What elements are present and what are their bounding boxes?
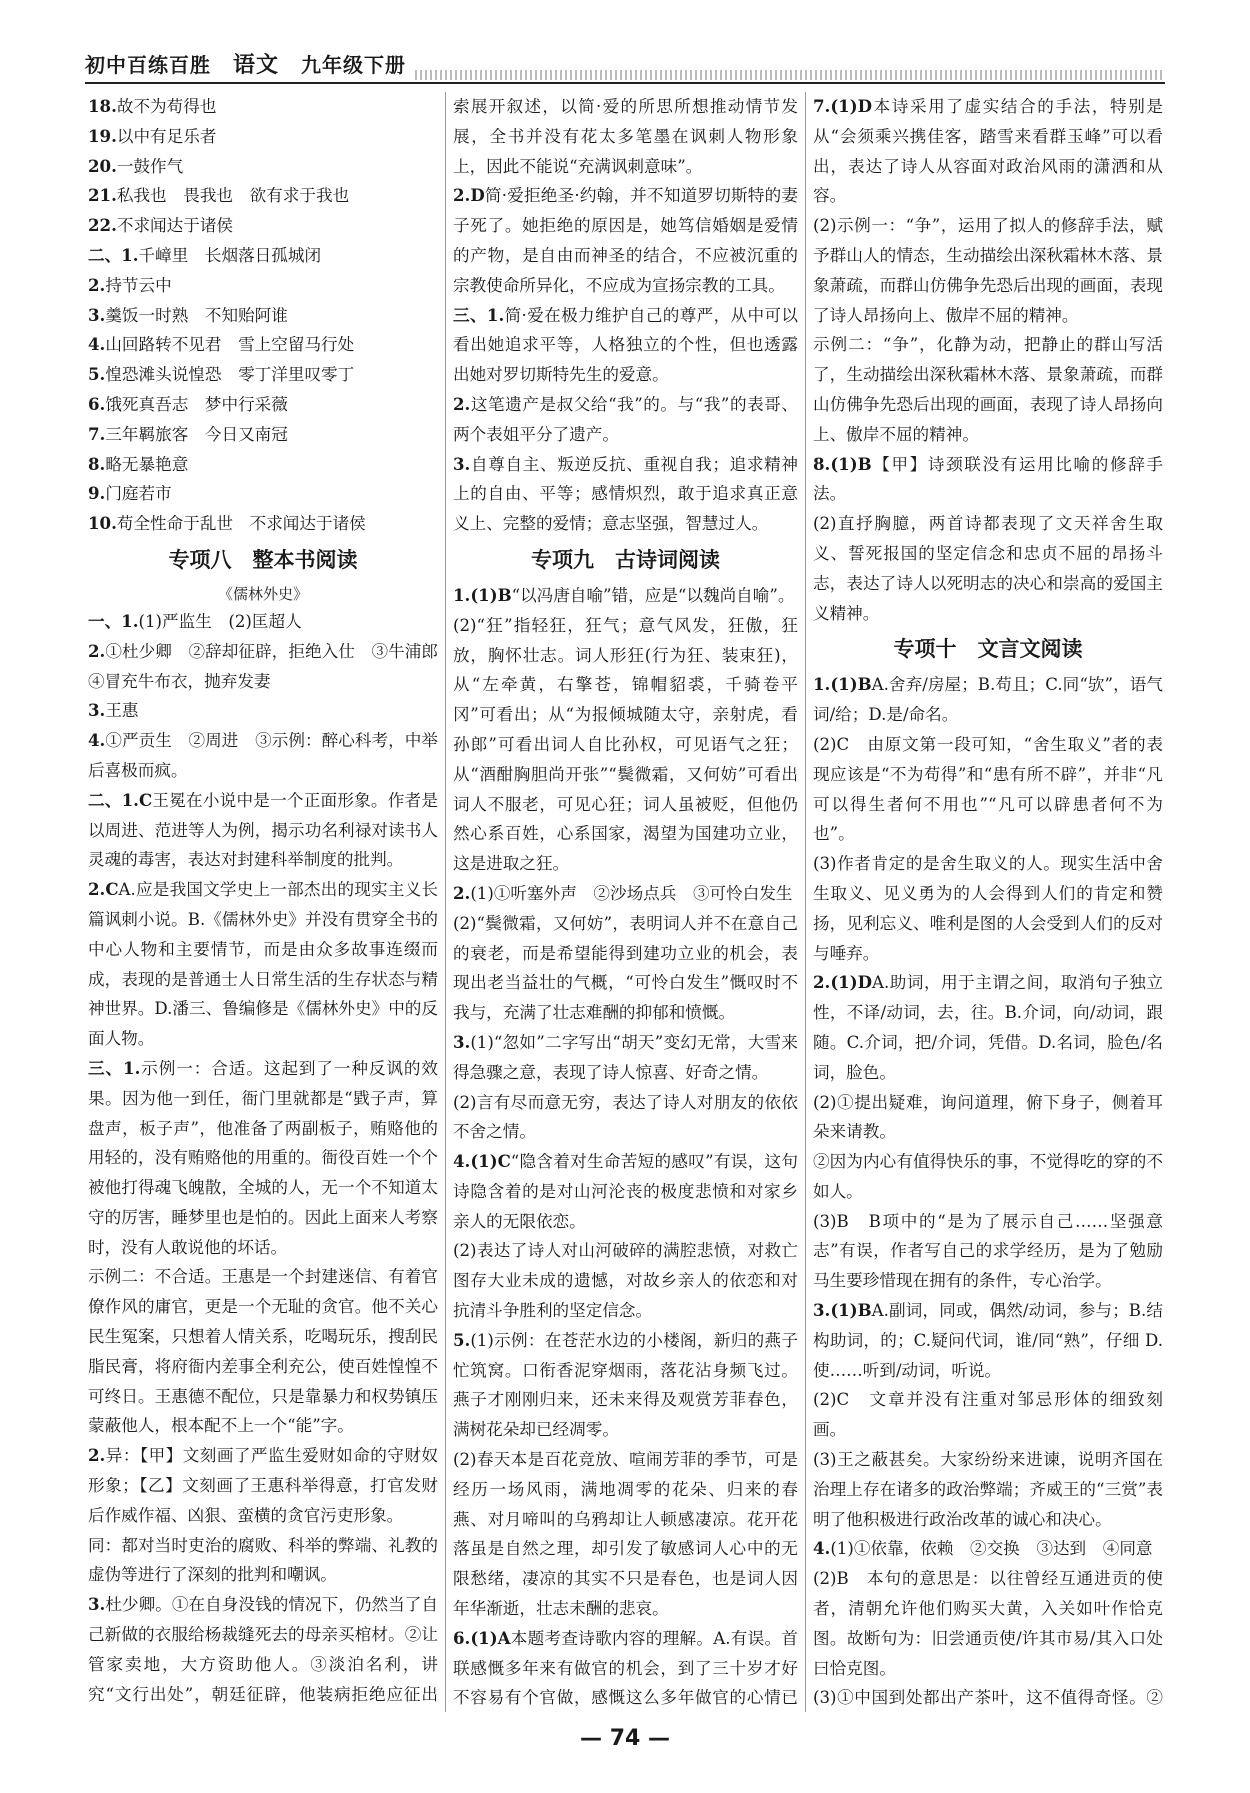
section-title: 专项十 文言文阅读 (893, 637, 1083, 662)
answer-item (453, 1028, 798, 1088)
answer-item (88, 360, 438, 390)
answer-item (813, 1445, 1163, 1534)
item-text: 本题考查诗歌内容的理解。A.有误。首联感慨多年来有做官的机会，到了三十岁才好不容易有个官做，感慨这么多年做官的心情已 (453, 1628, 798, 1708)
item-number: 二、1. (88, 244, 139, 265)
item-text: (2)春天本是百花竞放、喧闹芳菲的季节，可是经历一场风雨，满地凋零的花朵、归来的春燕、对月啼叫的乌鸦却让人顿感凄凉。花开花落虽是自然之理，却引发了敏感词人心中的无限愁绪，凄凉的其实不只是春色，也是词人因年华渐逝，壮志未酬的悲哀。 (453, 1450, 798, 1619)
answer-item (88, 211, 438, 241)
item-number: 4. (88, 334, 106, 355)
answer-item (813, 1683, 1163, 1712)
item-number: 8.(1)B (813, 453, 872, 474)
item-number: 9. (88, 483, 106, 504)
item-number: 2. (453, 393, 471, 414)
answer-item (88, 241, 438, 271)
answer-item (88, 301, 438, 331)
answer-item (88, 696, 438, 726)
answer-item (813, 1564, 1163, 1683)
column-divider (445, 92, 446, 1712)
item-text: “以冯唐自喻”错，应是“以魏尚自喻”。 (511, 585, 795, 605)
item-text: 【甲】诗颈联没有运用比喻的修辞手法。 (813, 454, 1163, 504)
item-number: 19. (88, 125, 117, 146)
item-text: 苟全性命于乱世 不求闻达于诸侯 (116, 514, 366, 534)
item-number: 5. (453, 1329, 471, 1350)
item-text: (2)①提出疑难，询问道理，俯下身子，侧着耳朵来请教。 (813, 1092, 1163, 1142)
item-text: A.副词，同或，偶然/动词，参与；B.结构助词，的；C.疑问代词，谁/同“熟”，仔细 D.使……听到/动词，听说。 (813, 1301, 1163, 1380)
item-number: 2. (88, 640, 106, 661)
item-text: 惶恐滩头说惶恐 零丁洋里叹零丁 (105, 365, 355, 385)
item-number: 5. (88, 364, 106, 385)
item-number: 二、1.C (88, 789, 153, 810)
answer-item (813, 849, 1163, 968)
answer-item (453, 1326, 798, 1445)
answer-item (453, 1088, 798, 1148)
item-text: 饿死真吾志 梦中行采薇 (105, 394, 288, 414)
answer-item (453, 390, 798, 450)
item-text: (2)言有尽而意无穷，表达了诗人对朋友的依依不舍之情。 (453, 1092, 798, 1142)
column-1 (88, 92, 438, 1712)
answer-item (453, 1624, 798, 1712)
answer-item (88, 509, 438, 539)
answer-item (453, 581, 798, 611)
item-number: 3.(1)B (813, 1300, 872, 1321)
item-text: (3)王之蔽甚矣。大家纷纷来进谏，说明齐国在治理上存在诸多的政治弊端；齐威王的“三赏”表明了他积极进行政治改革的诚心和决心。 (813, 1450, 1163, 1529)
item-text: (2)直抒胸臆，两首诗都表现了文天祥舍生取义、誓死报国的坚定信念和忠贞不屈的昂扬斗志，表达了诗人以死明志的决心和崇高的爱国主义精神。 (813, 514, 1163, 623)
item-text: 故不为苟得也 (116, 97, 217, 116)
item-number: 20. (88, 155, 117, 176)
item-text: 山回路转不见君 雪上空留马行处 (105, 335, 355, 355)
item-text: 同：都对当时吏治的腐败、科举的弊端、礼教的虚伪等进行了深刻的批判和嘲讽。 (88, 1535, 438, 1585)
item-number: 4. (813, 1538, 831, 1559)
answer-item (88, 1590, 438, 1712)
answer-item (88, 1441, 438, 1530)
item-text: (3)B B项中的“是为了展示自己……坚强意志”有误，作者写自己的求学经历，是为了勉励马生要珍惜现在拥有的条件，专心治学。 (813, 1211, 1163, 1291)
item-number: 2. (88, 274, 106, 295)
answer-item (88, 875, 438, 1054)
item-text: “隐含着对生命苦短的感叹”有误，这句诗隐含着的是对山河沦丧的极度悲愤和对家乡亲人的无限依恋。 (453, 1152, 798, 1231)
item-number: 3. (88, 700, 106, 721)
item-text: (1)①依靠，依赖 ②交换 ③达到 ④同意 (830, 1539, 1153, 1559)
item-text: (2)C 由原文第一段可知，“舍生取义”者的表现应该是“不为苟得”和“患有所不辟”，并非“凡可以得生者何不用也”“凡可以辟患者何不为也”。 (813, 734, 1163, 844)
item-text: (3)①中国到处都出产茶叶，这不值得奇怪。② (813, 1688, 1163, 1708)
item-text: 一鼓作气 (116, 156, 184, 176)
item-number: 4.(1)C (453, 1151, 511, 1172)
answer-item (453, 1236, 798, 1325)
item-number: 三、1. (88, 1057, 141, 1078)
item-text: 以中有足乐者 (116, 126, 217, 146)
answer-item (88, 726, 438, 786)
answer-item (453, 92, 798, 181)
item-text: 不求闻达于诸侯 (116, 216, 234, 236)
answer-item (88, 122, 438, 152)
item-number: 一、1. (88, 610, 139, 631)
item-number: 7. (88, 423, 106, 444)
item-text: (2)C 文章并没有注重对邹忌形体的细致刻画。 (813, 1390, 1163, 1440)
item-number: 2. (88, 1445, 106, 1466)
item-number: 1.(1)B (813, 674, 872, 695)
item-text: ②因为内心有值得快乐的事，不觉得吃的穿的不如人。 (813, 1152, 1163, 1201)
item-text: 这笔遗产是叔父给“我”的。与“我”的表哥、两个表姐平分了遗产。 (453, 394, 798, 444)
answer-item (88, 152, 438, 182)
item-number: 1.(1)B (453, 584, 512, 605)
item-text: 三年羁旅客 今日又南冠 (105, 424, 288, 444)
answer-item (453, 611, 798, 879)
answer-item (813, 730, 1163, 849)
answer-item (813, 211, 1163, 330)
item-text: (1)严监生 (2)匡超人 (138, 611, 302, 631)
answer-item (813, 1207, 1163, 1296)
item-text: (1)“忽如”二字写出“胡天”变幻无常，大雪来得急骤之意，表现了诗人惊喜、好奇之情。 (453, 1032, 798, 1082)
answer-item (813, 450, 1163, 510)
item-text: 异：【甲】文刻画了严监生爱财如命的守财奴形象；【乙】文刻画了王惠科举得意，打官发财后作威作福、凶狠、蛮横的贪官污吏形象。 (88, 1446, 438, 1525)
item-text: 简·爱拒绝圣·约翰，并不知道罗切斯特的妻子死了。她拒绝的原因是，她笃信婚姻是爱情的产物，是自由而神圣的结合，不应被沉重的宗教使命所异化，不应成为宣扬宗教的工具。 (453, 186, 798, 295)
item-text: 示例一：合适。这起到了一种反讽的效果。因为他一到任，衙门里就都是“戥子声，算盘声，板子声”，他准备了两副板子，贿赂他的用轻的，没有贿赂他的用重的。衙役百姓一个个被他打得魂飞魄散，全城的人，无一个不知道太守的厉害，睡梦里也是怕的。因此上面来人考察时，没有人敢说他的坏话。 (88, 1058, 438, 1257)
item-number: 2. (453, 882, 471, 903)
item-text: (2)“狂”指轻狂，狂气；意气风发，狂傲，狂放，胸怀壮志。词人形狂(行为狂、装束狂)，从“左牵黄，右擎苍，锦帽貂裘，千骑卷平冈”可看出；从“为报倾城随太守，亲射虎，看孙郎”可看出词人自比孙权，可见语气之狂；从“酒酣胸胆尚开张”“鬓微霜，又何妨”可看出词人不服老，可见心狂；词人虽被贬，但他仍然心系百姓，心系国家，渴望为国建功立业，这是进取之狂。 (453, 615, 798, 874)
answer-item (813, 1534, 1163, 1564)
item-number: 6. (88, 393, 106, 414)
answer-item (88, 390, 438, 420)
item-text: A.舍弃/房屋；B.苟且；C.同“欤”，语气词/给；D.是/命名。 (813, 675, 1163, 725)
section-title: 专项八 整本书阅读 (168, 547, 358, 572)
item-text: 示例二：不合适。王惠是一个封建迷信、有着官僚作风的庸官，更是一个无耻的贪官。他不关心民生冤案，只想着人情关系，吃喝玩乐，搜刮民脂民膏，将府衙内差事全利充公，使百姓惶惶不可终日。王惠德不配位，只是靠暴力和权势镇压蒙蔽他人，根本配不上一个“能”字。 (88, 1267, 438, 1436)
item-number: 2.C (88, 879, 119, 900)
item-text: 本诗采用了虚实结合的手法，特别是从“会须乘兴携佳客，踏雪来看群玉峰”可以看出，表达了诗人从容面对政治风雨的潇洒和从容。 (813, 97, 1163, 206)
answer-item (88, 271, 438, 301)
answer-item (453, 301, 798, 390)
answer-item (453, 181, 798, 300)
answer-item (88, 1262, 438, 1441)
item-text: 简·爱在极力维护自己的尊严，从中可以看出她追求平等，人格独立的个性，但也透露出她对罗切斯特先生的爱意。 (453, 305, 798, 385)
item-text: 王惠 (105, 701, 139, 721)
grade: 九年级下册 (300, 53, 406, 77)
page-number: — 74 — (580, 1726, 670, 1751)
answer-item (453, 1147, 798, 1236)
item-number: 4. (88, 730, 106, 751)
answer-item (88, 92, 438, 122)
answer-item (88, 330, 438, 360)
answer-item (88, 181, 438, 211)
answer-item (453, 909, 798, 1028)
item-text: (2)“鬓微霜，又何妨”，表明词人并不在意自己的衰老，而是希望能得到建功立业的机会，表现出老当益壮的气概，“可怜白发生”慨叹时不我与，充满了壮志难酬的抑郁和愤慨。 (453, 913, 798, 1023)
answer-item (813, 1147, 1163, 1207)
book-series: 初中百练百胜 (85, 53, 211, 77)
item-text: 示例二：“争”，化静为动，把静止的群山写活了，生动描绘出深秋霜林木落、景象萧疏，而群山仿佛争先恐后出现的画面，表现了诗人昂扬向上、傲岸不屈的精神。 (813, 335, 1163, 444)
item-number: 3. (453, 453, 471, 474)
subject: 语文 (232, 53, 279, 78)
header-rule (415, 70, 1165, 80)
item-text: (2)B 本句的意思是：以往曾经互通进贡的使者，清朝允许他们购买大黄，入关如叶作恰克图。故断句为：旧尝通贡使/许其市易/其入口处曰恰克图。 (813, 1569, 1163, 1678)
item-text: (2)示例一：“争”，运用了拟人的修辞手法，赋予群山人的情态，生动描绘出深秋霜林木落、景象萧疏，而群山仿佛争先恐后出现的画面，表现了诗人昂扬向上、傲岸不屈的精神。 (813, 216, 1163, 325)
answer-item (813, 1385, 1163, 1445)
answer-item (813, 92, 1163, 211)
column-2 (453, 92, 798, 1712)
item-number: 10. (88, 513, 117, 534)
item-number: 三、1. (453, 304, 505, 325)
item-text: A.应是我国文学史上一部杰出的现实主义长篇讽刺小说。B.《儒林外史》并没有贯穿全书的中心人物和主要情节，而是由众多故事连缀而成，表现的是普通士人日常生活的生存状态与精神世界。D.潘三、鲁编修是《儒林外史》中的反面人物。 (88, 880, 438, 1049)
answer-item (813, 1296, 1163, 1385)
item-text: ①严贡生 ②周进 ③示例：醉心科考，中举后喜极而疯。 (88, 731, 438, 780)
item-text: 持节云中 (105, 275, 172, 295)
item-number: 6.(1)A (453, 1627, 511, 1648)
answer-item (453, 450, 798, 539)
item-number: 22. (88, 215, 117, 236)
answer-item (813, 509, 1163, 628)
answer-item (813, 968, 1163, 1087)
item-text: 杜少卿。①在自身没钱的情况下，仍然当了自己新做的衣服给杨裁缝死去的母亲买棺材。②让管家卖地，大方资助他人。③淡泊名利，讲究“文行出处”，朝廷征辟，他装病拒绝应征出 (88, 1595, 438, 1704)
item-number: 2.D (453, 185, 485, 206)
item-text: 索展开叙述，以简·爱的所思所想推动情节发展，全书并没有花太多笔墨在讽刺人物形象上，因此不能说“充满讽刺意味”。 (453, 97, 798, 176)
item-number: 21. (88, 185, 117, 206)
answer-item (453, 1445, 798, 1624)
column-3 (813, 92, 1163, 1712)
answer-item (88, 1531, 438, 1591)
item-text: ①杜少卿 ②辞却征辟，拒绝入仕 ③牛浦郎 ④冒充牛布衣，抛弃发妻 (88, 641, 438, 691)
item-number: 7.(1)D (813, 96, 872, 116)
item-text: 王冕在小说中是一个正面形象。作者是以周进、范进等人为例，揭示功名利禄对读书人灵魂的毒害，表达对封建科举制度的批判。 (88, 790, 438, 870)
answer-item (88, 479, 438, 509)
answer-item (813, 330, 1163, 449)
answer-item (88, 420, 438, 450)
item-number: 3. (453, 1031, 471, 1052)
item-text: 略无暴艳意 (105, 454, 189, 474)
item-text: (1)①听塞外声 ②沙场点兵 ③可怜白发生 (470, 883, 793, 903)
answer-item (88, 450, 438, 480)
item-text: 私我也 畏我也 欲有求于我也 (116, 186, 350, 206)
answer-item (813, 670, 1163, 730)
answer-item (88, 637, 438, 697)
item-text: 羹饭一时熟 不知贻阿谁 (105, 305, 288, 325)
answer-item (88, 786, 438, 875)
answer-item (813, 1088, 1163, 1148)
item-number: 2.(1)D (813, 972, 872, 993)
item-text: (3)作者肯定的是舍生取义的人。现实生活中舍生取义、见义勇为的人会得到人们的肯定和赞扬，见利忘义、唯利是图的人会受到人们的反对与唾弃。 (813, 854, 1163, 963)
item-number: 3. (88, 1594, 106, 1615)
column-divider (805, 92, 806, 1712)
answer-item (453, 879, 798, 909)
item-text: (1)示例：在苍茫水边的小楼阁，新归的燕子忙筑窝。口衔香泥穿烟雨，落花沾身频飞过。燕子才刚刚归来，还未来得及观赏芳菲春色，满树花朵却已经凋零。 (453, 1330, 798, 1440)
item-text: (2)表达了诗人对山河破碎的满腔悲愤，对救亡图存大业未成的遗憾，对故乡亲人的依恋和对抗清斗争胜利的坚定信念。 (453, 1241, 798, 1321)
item-number: 3. (88, 304, 106, 325)
answer-item (88, 607, 438, 637)
page-header (85, 48, 1165, 84)
item-text: 千嶂里 长烟落日孤城闭 (138, 245, 322, 265)
book-title: 《儒林外史》 (217, 584, 308, 603)
item-text: 门庭若市 (105, 484, 172, 504)
item-number: 8. (88, 453, 106, 474)
item-text: 自尊自主、叛逆反抗、重视自我；追求精神上的自由、平等；感情炽烈，敢于追求真正意义上、完整的爱情；意志坚强，智慧过人。 (453, 454, 798, 534)
answer-item (88, 1054, 438, 1263)
item-number: 18. (88, 96, 117, 116)
item-text: A.助词，用于主谓之间，取消句子独立性，不译/动词，去，往。B.介词，向/动词，跟随。C.介词，把/介词，凭借。D.名词，脸色/名词，脸色。 (813, 973, 1163, 1082)
section-title: 专项九 古诗词阅读 (531, 547, 720, 572)
